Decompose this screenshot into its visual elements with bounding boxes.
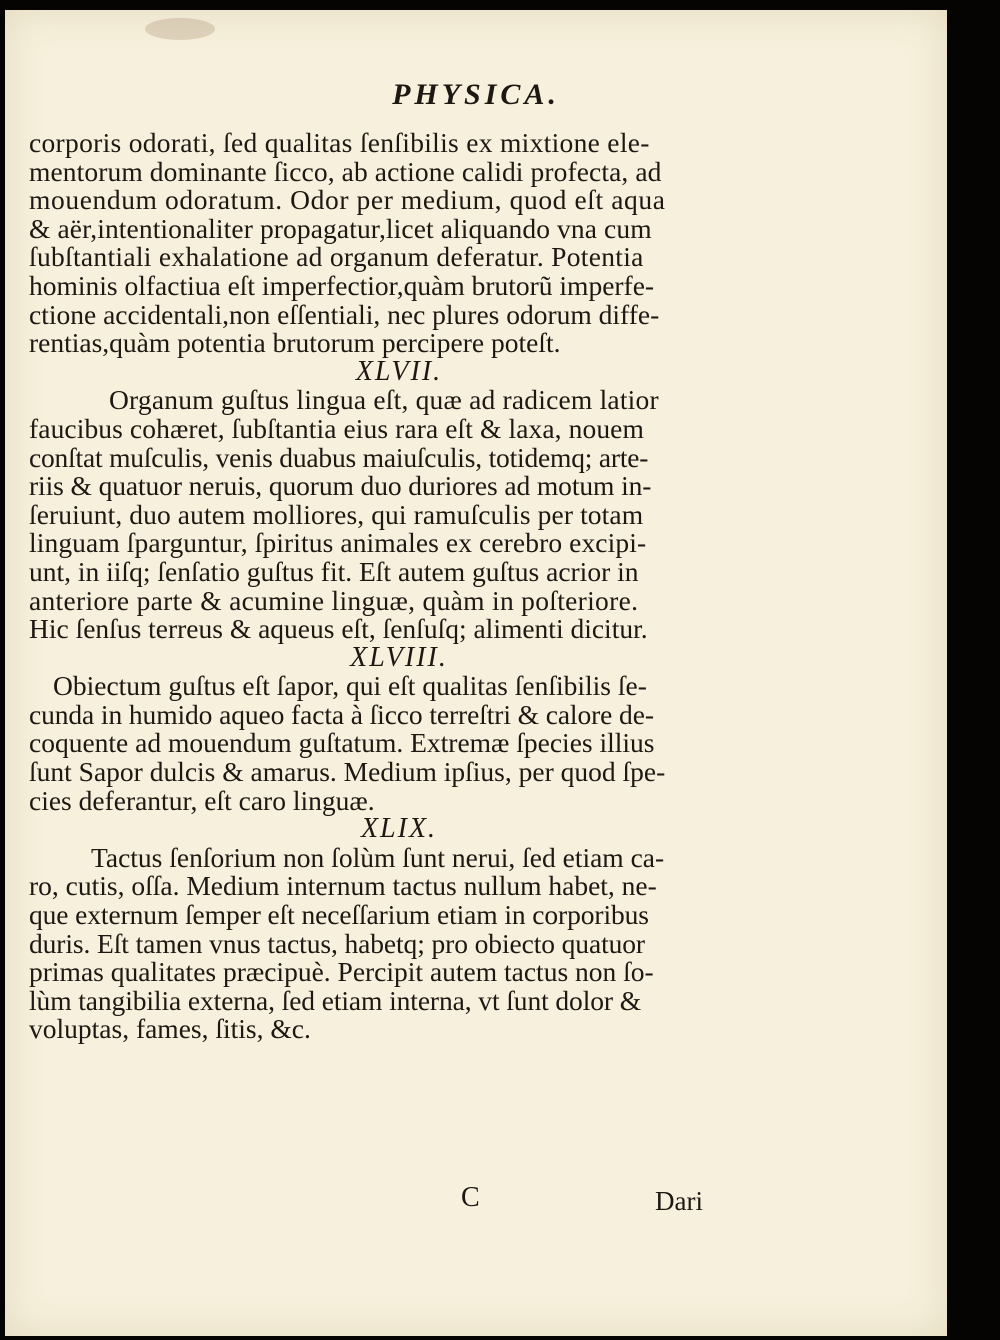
text-line: conſtat muſculis, venis duabus maiuſculis, totidemq; arte- [29,441,649,473]
text-line: coquente ad mouendum guſtatum. Extremæ ſpecies illius [29,727,655,759]
text-line: riis & quatuor neruis, quorum duo duriores ad motum in- [29,470,652,502]
text-line: faucibus cohæret, ſubſtantia eius rara eſt & laxa, nouem [29,412,644,444]
text-line: mouendum odoratum. Odor per medium, quod eſt aqua [29,184,666,216]
text-line: ſunt Sapor dulcis & amarus. Medium ipſius, per quod ſpe- [29,756,666,788]
text-line: Tactus ſenſorium non ſolùm ſunt nerui, ſed etiam ca- [91,841,665,873]
text-line: & aër,intentionaliter propagatur,licet aliquando vna cum [29,212,652,244]
text-line: cies deferantur, eſt caro linguæ. [29,784,375,816]
text-line: cunda in humido aqueo facta à ſicco terreſtri & calore de- [29,698,654,730]
section-heading: XLIX. [360,813,438,845]
text-line: duris. Eſt tamen vnus tactus, habetq; pro obiecto quatuor [29,927,645,959]
text-line: hominis olfactiua eſt imperfectior,quàm brutorũ imperfe- [29,269,655,301]
catchword: Dari [655,1186,703,1216]
main-text [29,129,769,1044]
text-line: linguam ſparguntur, ſpiritus animales ex cerebro excipi- [29,527,647,559]
text-line: Organum guſtus lingua eſt, quæ ad radicem latior [109,384,659,416]
text-line: rentias,quàm potentia brutorum percipere poteſt. [29,327,561,359]
section-heading: XLVIII. [350,641,448,673]
text-line: anteriore parte & acumine linguæ, quàm in poſteriore. [29,584,639,616]
text-line: primas qualitates præcipuè. Percipit autem tactus non ſo- [29,956,654,988]
text-line: lùm tangibilia externa, ſed etiam interna, vt ſunt dolor & [29,984,642,1016]
text-line: unt, in iiſq; ſenſatio guſtus fit. Eſt autem guſtus acrior in [29,555,639,587]
text-line: ſeruiunt, duo autem molliores, qui ramuſculis per totam [29,498,644,530]
text-line: Obiectum guſtus eſt ſapor, qui eſt qualitas ſenſibilis ſe- [53,670,647,702]
running-head: PHYSICA. [392,78,560,111]
text-line: ctione accidentali,non eſſentiali, nec plures odorum diffe- [29,298,660,330]
text-line: ſubſtantiali exhalatione ad organum deferatur. Potentia [29,241,644,273]
text-line: corporis odorati, ſed qualitas ſenſibilis ex mixtione ele- [29,127,650,158]
text-line: que externum ſemper eſt neceſſarium etiam in corporibus [29,899,649,931]
text-line: Hic ſenſus terreus & aqueus eſt, ſenſuſq; alimenti dicitur. [29,613,648,645]
text-line: mentorum dominante ſicco, ab actione calidi profecta, ad [29,155,662,187]
section-heading: XLVII. [355,355,443,387]
book-page [5,10,947,1336]
signature-mark: C [461,1182,480,1213]
text-line: ro, cutis, oſſa. Medium internum tactus nullum habet, ne- [29,870,657,902]
text-line: voluptas, fames, ſitis, &c. [29,1013,311,1045]
paper-stain [145,18,215,40]
